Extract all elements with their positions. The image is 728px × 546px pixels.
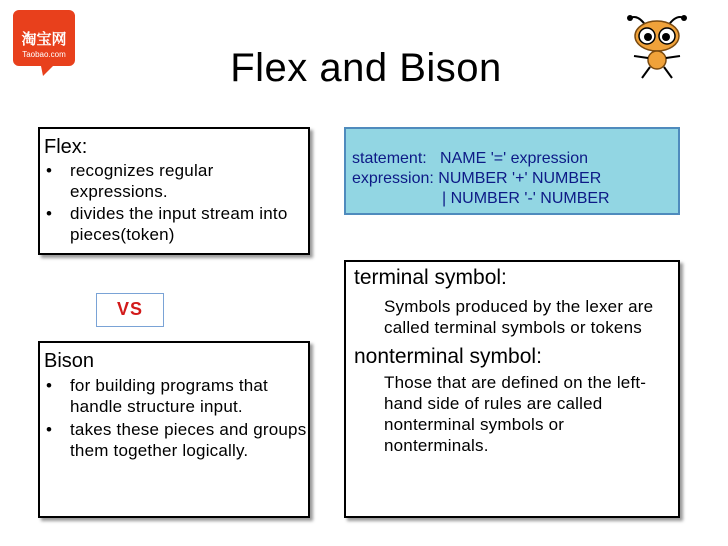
grammar-box	[344, 127, 680, 215]
terminal-description: Symbols produced by the lexer are called terminal symbols or tokens	[384, 297, 654, 337]
slide-title: Flex and Bison	[230, 46, 502, 90]
bison-box	[38, 341, 310, 518]
list-item: • takes these pieces and groups them together logically.	[40, 419, 308, 461]
vs-label: VS	[96, 293, 164, 327]
flex-box	[38, 127, 310, 255]
list-item: • for building programs that handle structure input.	[40, 375, 308, 417]
list-item: • recognizes regular expressions.	[40, 160, 308, 202]
nonterminal-heading: nonterminal symbol:	[354, 345, 542, 368]
flex-bullet-list	[40, 160, 308, 245]
bison-bullet-list	[40, 375, 308, 461]
bison-heading: Bison	[44, 350, 95, 372]
list-item: • divides the input stream into pieces(token)	[40, 203, 308, 245]
nonterminal-description: Those that are defined on the left-hand side of rules are called nonterminal symbols or nonterminals.	[384, 373, 647, 455]
grammar-line: statement: NAME '=' expression	[352, 150, 588, 167]
logo-title: 淘宝网	[21, 31, 67, 48]
grammar-line: expression: NUMBER '+' NUMBER	[352, 170, 602, 187]
terminal-heading: terminal symbol:	[354, 266, 507, 289]
flex-heading: Flex:	[44, 136, 88, 158]
symbols-box	[344, 260, 680, 518]
grammar-line: | NUMBER '-' NUMBER	[442, 190, 610, 207]
logo-subtitle: Taobao.com	[22, 50, 66, 59]
